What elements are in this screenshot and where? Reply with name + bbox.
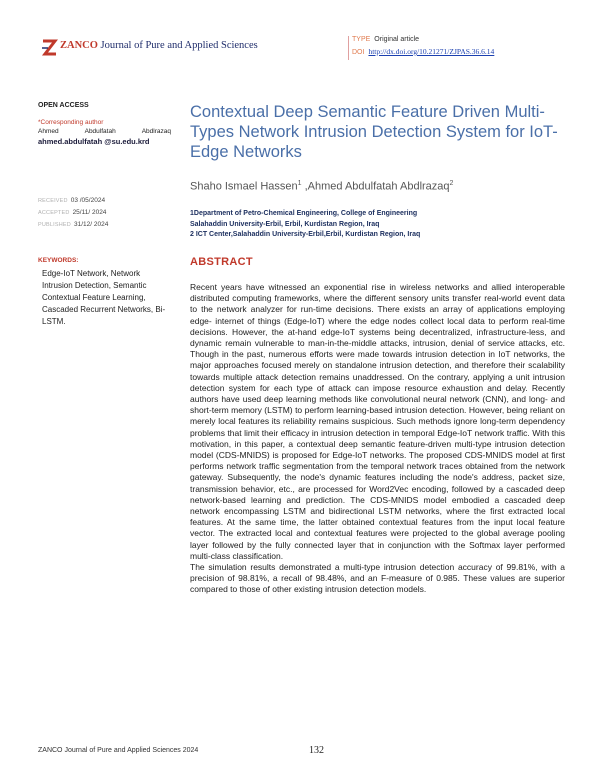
keywords-label: KEYWORDS:	[38, 257, 79, 264]
type-label: TYPE	[352, 36, 371, 43]
footer-journal: ZANCO Journal of Pure and Applied Sciences 2024	[38, 747, 199, 754]
abstract-body	[190, 282, 565, 596]
accepted-date: ACCEPTED 25/11/ 2024	[38, 209, 107, 216]
affiliation-line: 1Department of Petro-Chemical Engineering, College of Engineering	[190, 210, 418, 217]
zanco-logo-icon	[40, 38, 58, 58]
article-dates	[38, 195, 108, 231]
corresponding-author-name	[38, 128, 171, 135]
abstract-paragraph: Recent years have witnessed an exponential rise in wireless networks and allied interoperable distributed computing frameworks, where the different sensory units transfer real-world event data to the network analyzer for run-time decisions. There exists an array of applications employing edge- internet of things (Edge-IoT) where the edge nodes collect local data to perform real-time decisions. However, the at-hand edge-IoT systems being decentralized, infrastructure-less, and dynamic remain vulnerable to man-in-the-middle attacks, intrusion, denial of service attacks, etc. Though in the past, numerous efforts were made towards intrusion detection in IoT networks, the major approaches focused merely on standalone intrusion detection, and therefore their scalability towards multiple attack detection remains unaddressed. On the contrary, applying a unit intrusion detection system for each type of attack can impose resource exhaustion and delay. Recently authors have used deep learning methods like convolutional neural network (CNN), and long- and short-term memory (LSTM) to perform learning-based intrusion detection. However, being reliant on merely local features its reliability remains suspicious. Such methods ignore long-term dependency problems that limit their efficacy in intrusion detection in temporal Edge-IoT network traffic. With this motivation, in this paper, a contextual deep semantic feature-driven multi-type intrusion detection model (CDS-MNIDS) is proposed for Edge-IoT networks. The proposed CDS-MNIDS model at first performs network traffic segmentation from the temporal network traces obtained from the network gateway. Subsequently, the node's dynamic features including the node's address, packet size, transmission behavior, etc., are processed for Word2Vec encoding, followed by a cascaded deep network-based learning and prediction. The CDS-MNIDS model embodied a cascaded deep network encompassing LSTM and bidirectional LSTM networks, where the first extracted local features. At the same time, the latter obtained contextual features from the input local feature vector. The extracted local and contextual features were projected to the global average pooling layer followed by the fully connected layer that in conjunction with the Softmax layer performed multi-class classification.	[190, 282, 565, 561]
corresponding-author-email[interactable]: ahmed.abdulfatah @su.edu.krd	[38, 137, 150, 146]
doi-link[interactable]: http://dx.doi.org/10.21271/ZJPAS.36.6.14	[368, 47, 495, 56]
affiliation-line: 2 ICT Center,Salahaddin University-Erbil,Erbil, Kurdistan Region, Iraq	[190, 231, 421, 238]
open-access-label: OPEN ACCESS	[38, 102, 89, 109]
article-doi	[352, 47, 494, 56]
author-affiliation-marker: 1	[297, 180, 302, 187]
author-name: Shaho Ismael Hassen	[190, 180, 298, 193]
article-type	[352, 36, 419, 43]
journal-title	[60, 40, 258, 51]
corresponding-author-label: *Corresponding author	[38, 119, 104, 126]
affiliation-line: Salahaddin University-Erbil, Erbil, Kurdistan Region, Iraq	[190, 220, 380, 228]
journal-name: Journal of Pure and Applied Sciences	[100, 40, 258, 51]
journal-brand: ZANCO	[60, 40, 98, 51]
corr-name-part: Abdlrazaq	[141, 128, 171, 135]
author-affiliation-marker: 2	[449, 180, 454, 187]
author-list	[190, 180, 453, 193]
type-value: Original article	[374, 36, 420, 43]
affiliations	[190, 209, 420, 241]
published-date: PUBLISHED 31/12/ 2024	[38, 221, 109, 228]
keywords-list: Edge-IoT Network, Network Intrusion Detection, Semantic Contextual Feature Learning, Cascaded Recurrent Networks, Bi-LSTM.	[42, 269, 166, 326]
doi-label: DOI	[352, 49, 365, 56]
abstract-heading: ABSTRACT	[190, 256, 253, 268]
corr-name-part: Ahmed	[38, 128, 59, 135]
paper-title: Contextual Deep Semantic Feature Driven Multi-Types Network Intrusion Detection System for IoT-Edge Networks	[190, 103, 558, 161]
corr-name-part: Abdulfatah	[84, 128, 116, 135]
received-date: RECEIVED 03 /05/2024	[38, 197, 106, 204]
page-number: 132	[309, 745, 324, 756]
header-divider	[348, 36, 349, 60]
author-name: ,Ahmed Abdulfatah Abdlrazaq	[301, 180, 450, 193]
abstract-paragraph: The simulation results demonstrated a multi-type intrusion detection accuracy of 99.81%, with a precision of 98.81%, a recall of 98.48%, and an F-measure of 0.985. These values are superior compared to those of other existing intrusion detection models.	[190, 562, 565, 595]
